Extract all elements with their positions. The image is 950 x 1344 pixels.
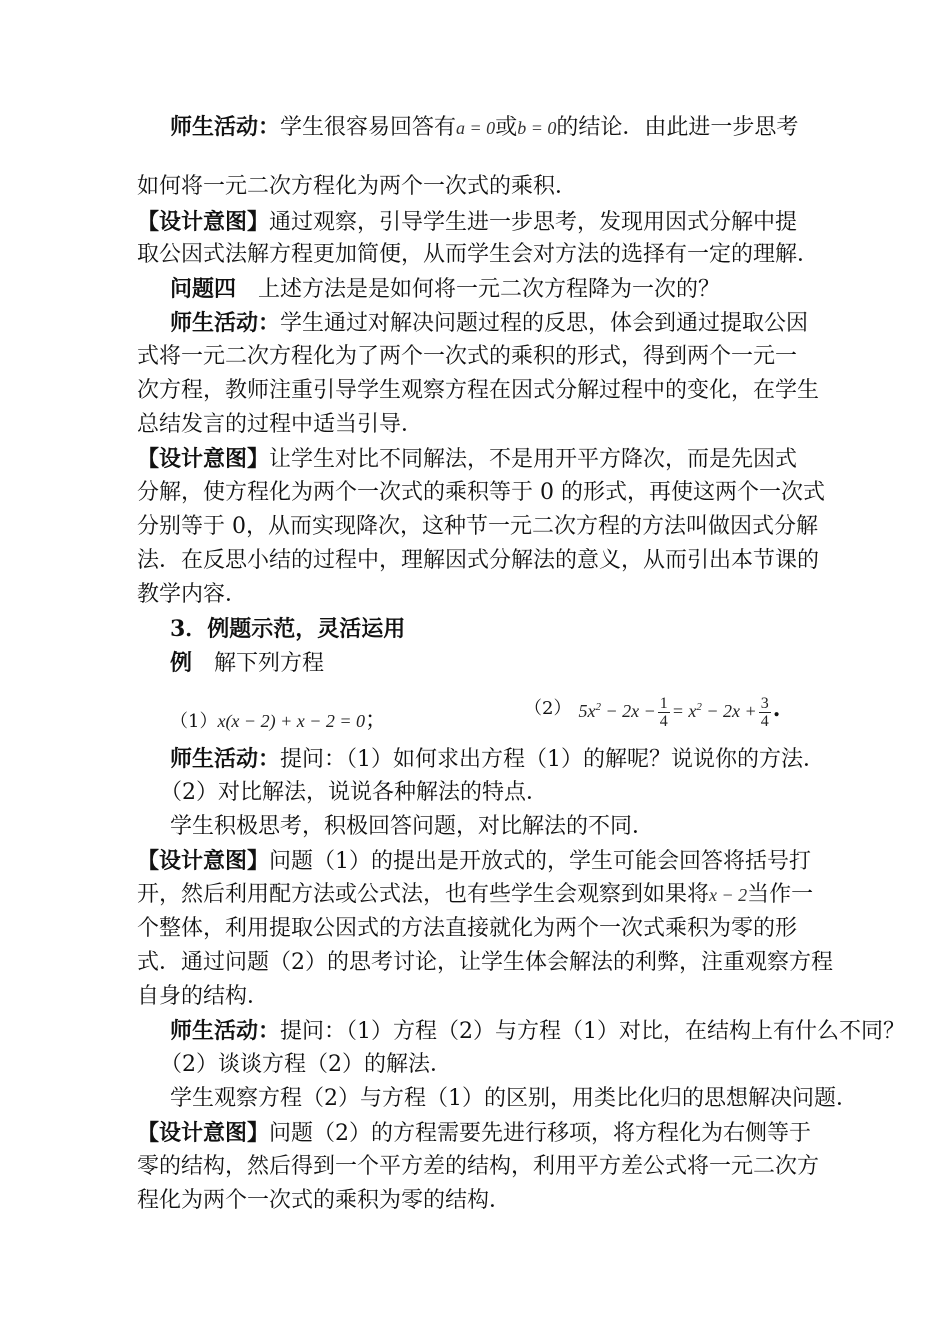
paragraph-line: 次方程，教师注重引导学生观察方程在因式分解过程中的变化，在学生 [137,378,820,403]
activity-label: 师生活动： [170,1018,281,1044]
paragraph-line: （2）谈谈方程（2）的解法． [160,1052,452,1077]
text-span: 解下列方程 [214,651,325,676]
paragraph-line [170,308,850,339]
math-x-minus-2: x − 2 [709,885,748,905]
fraction-numerator: 1 [659,695,668,713]
math-term: − 2x + [701,701,757,721]
text-span: 让学生对比不同解法，不是用开平方降次，而是先因式 [269,447,798,472]
equation-number: （1） [170,711,218,732]
paragraph-line: 总结发言的过程中适当引导． [137,412,424,437]
text-span: 提问：（1）如何求出方程（1）的解呢？说说你的方法． [280,747,826,772]
paragraph-line: 学生观察方程（2）与方程（1）的区别，用类比化归的思想解决问题． [170,1086,858,1111]
paragraph-line [170,112,850,143]
math-exponent: 2 [696,701,702,713]
text-span: . [772,696,781,722]
paragraph-line [170,274,850,305]
example-label: 例 [170,650,193,676]
paragraph-line [137,207,817,238]
paragraph-line [137,1118,817,1149]
text-span: 学生很容易回答有 [280,115,457,140]
design-intent-label: 【设计意图】 [137,848,270,874]
paragraph-line [137,880,817,910]
paragraph-line: 零的结构，然后得到一个平方差的结构，利用平方差公式将一元二次方 [137,1154,820,1179]
paragraph-line [137,846,817,877]
text-span: 通过观察，引导学生进一步思考，发现用因式分解中提 [269,210,798,235]
fraction-denominator: 4 [659,713,668,731]
text-span: ； [365,708,388,733]
fraction-numerator: 3 [760,695,769,713]
paragraph-line [170,1016,906,1047]
paragraph-line [137,444,817,475]
text-span: 问题（1）的提出是开放式的，学生可能会回答将括号打 [269,849,812,874]
paragraph-line: 教学内容． [137,582,248,607]
design-intent-label: 【设计意图】 [137,209,270,235]
paragraph-line: 程化为两个一次式的乘积为零的结构． [137,1188,512,1213]
text-span: 的结论．由此进一步思考 [556,115,799,140]
paragraph-line: （2）对比解法，说说各种解法的特点． [160,780,548,805]
equation-2 [524,684,824,734]
math-a-equals-zero: a = 0 [456,118,496,138]
paragraph-line: 法．在反思小结的过程中，理解因式分解法的意义，从而引出本节课的 [137,548,820,573]
math-b-equals-zero: b = 0 [517,118,557,138]
text-span: 或 [495,115,518,140]
paragraph-line [170,744,850,775]
design-intent-label: 【设计意图】 [137,1120,270,1146]
equation-1-math: x(x − 2) + x − 2 = 0 [217,711,365,731]
math-term: − 2x − [600,701,656,721]
paragraph-line: 式．通过问题（2）的思考讨论，让学生体会解法的利弊，注重观察方程 [137,950,833,975]
question-label: 问题四 [170,276,237,302]
paragraph-line: 取公因式法解方程更加简便，从而学生会对方法的选择有一定的理解． [137,242,820,267]
paragraph-line: 式将一元二次方程化为了两个一次式的乘积的形式，得到两个一元一 [137,344,798,369]
paragraph-line: 学生积极思考，积极回答问题，对比解法的不同． [170,814,655,839]
text-span: 当作一 [747,882,814,907]
paragraph-line [170,648,850,679]
math-term: = x [671,701,697,721]
fraction-one-quarter [658,695,670,730]
fraction-three-quarters [759,695,771,730]
text-span: 提问：（1）方程（2）与方程（1）对比，在结构上有什么不同？ [280,1019,906,1044]
text-span: 开，然后利用配方法或公式法，也有些学生会观察到如果将 [137,882,710,907]
text-span: 上述方法是是如何将一元二次方程降为一次的？ [258,277,721,302]
equation-2-math [578,695,772,731]
paragraph-line: 自身的结构． [137,984,270,1009]
math-term: 5x [578,701,596,721]
section-heading: 3．例题示范，灵活运用 [170,616,406,642]
text-span: 问题（2）的方程需要先进行移项，将方程化为右侧等于 [269,1121,812,1146]
text-span: 学生通过对解决问题过程的反思，体会到通过提取公因 [280,311,809,336]
paragraph-line: 如何将一元二次方程化为两个一次式的乘积． [137,174,578,199]
math-exponent: 2 [595,701,601,713]
design-intent-label: 【设计意图】 [137,446,270,472]
paragraph-line: 个整体，利用提取公因式的方法直接就化为两个一次式乘积为零的形 [137,916,798,941]
paragraph-line: 分别等于 0，从而实现降次，这种节一元二次方程的方法叫做因式分解 [137,514,818,539]
fraction-denominator: 4 [760,713,769,731]
activity-label: 师生活动： [170,746,281,772]
paragraph-line: 分解，使方程化为两个一次式的乘积等于 0 的形式，再使这两个一次式 [137,480,825,505]
equation-number: （2） [524,698,572,719]
activity-label: 师生活动： [170,310,281,336]
activity-label: 师生活动： [170,114,281,140]
